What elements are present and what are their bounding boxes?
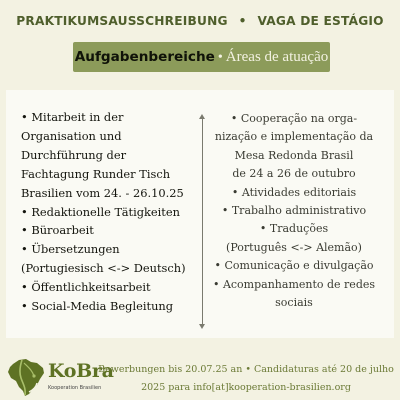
- column-divider: [202, 118, 203, 326]
- tasks-german-column: [21, 108, 211, 316]
- section-banner: [73, 42, 330, 72]
- logo-name: KoBra: [48, 360, 114, 382]
- task-line-pt: • Trabalho administrativo: [221, 204, 367, 218]
- tasks-box: [6, 90, 394, 338]
- task-line-de: • Übersetzungen: [21, 242, 120, 257]
- divider-arrow-down-icon: [199, 324, 205, 329]
- task-line-de: Brasilien vom 24. - 26.10.25: [21, 185, 184, 200]
- task-line-de: (Portugiesisch <-> Deutsch): [21, 261, 186, 276]
- footer-contact: 2025 para info[at]kooperation-brasilien.org: [141, 382, 351, 393]
- brazil-map-icon: [4, 354, 48, 398]
- task-line-pt: (Português <-> Alemão): [226, 240, 362, 254]
- task-line-de: Fachtagung Runder Tisch: [21, 166, 171, 181]
- task-line-de: • Büroarbeit: [21, 223, 94, 238]
- task-line-pt: Mesa Redonda Brasil: [234, 148, 354, 162]
- title-separator: •: [238, 14, 247, 28]
- task-line-pt: • Atividades editoriais: [231, 185, 357, 199]
- task-line-pt: sociais: [275, 296, 313, 310]
- footer-deadline: Bewerbungen bis 20.07.25 an • Candidaturas até 20 de julho: [98, 364, 394, 375]
- footer-note: [98, 361, 394, 397]
- banner-separator: •: [217, 50, 223, 65]
- task-line-pt: • Comunicação e divulgação: [214, 259, 374, 273]
- task-line-de: • Social-Media Begleitung: [21, 299, 174, 314]
- task-line-de: • Redaktionelle Tätigkeiten: [21, 204, 180, 219]
- task-line-pt: nização e implementação da: [214, 130, 374, 144]
- task-line-pt: de 24 a 26 de outubro: [232, 167, 356, 181]
- task-line-pt: • Cooperação na orga-: [230, 112, 358, 125]
- banner-label-german: Aufgabenbereiche: [74, 49, 215, 65]
- task-line-de: • Mitarbeit in der: [21, 110, 124, 124]
- tasks-portuguese-column: [204, 110, 384, 312]
- task-line-pt: • Acompanhamento de redes: [212, 277, 376, 291]
- title-portuguese: VAGA DE ESTÁGIO: [257, 14, 384, 28]
- banner-label-portuguese: Áreas de atuação: [225, 49, 329, 65]
- kobra-logo: [4, 354, 114, 398]
- task-line-de: Durchführung der: [21, 147, 127, 162]
- task-line-de: Organisation und: [21, 128, 122, 143]
- page-title: [0, 14, 400, 28]
- title-german: PRAKTIKUMSAUSSCHREIBUNG: [16, 14, 228, 28]
- logo-subtitle: Kooperation Brasilien: [48, 385, 102, 391]
- task-line-de: • Öffentlichkeitsarbeit: [21, 280, 151, 295]
- task-line-pt: • Traduções: [259, 222, 329, 236]
